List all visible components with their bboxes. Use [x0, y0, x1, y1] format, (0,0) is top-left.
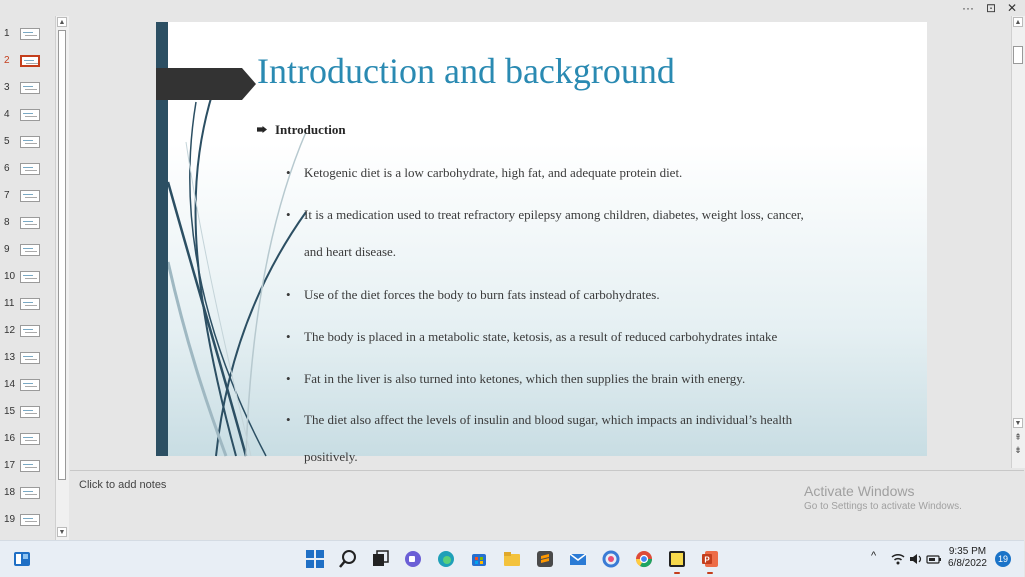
bullet-text: The body is placed in a metabolic state, ketosis, as a result of reduced carbohydrates intake: [304, 329, 778, 344]
slide-thumbnail[interactable]: [0, 24, 56, 51]
slide-thumbnail-preview[interactable]: [20, 82, 40, 94]
activate-windows-watermark: [804, 483, 962, 512]
restore-icon[interactable]: ⊡: [985, 1, 997, 15]
slide-thumbnail[interactable]: [0, 429, 56, 456]
slide-number: 5: [4, 136, 10, 147]
slide-thumbnail[interactable]: [0, 348, 56, 375]
slide-thumbnail-preview[interactable]: [20, 325, 40, 337]
battery-icon[interactable]: [926, 551, 942, 567]
slide-thumbnail-preview[interactable]: [20, 352, 40, 364]
section-heading-text: Introduction: [275, 122, 346, 137]
file-explorer-icon[interactable]: [502, 549, 522, 569]
slide-number: 14: [4, 379, 16, 390]
search-icon[interactable]: [338, 549, 358, 569]
bullet-text: positively.: [304, 449, 358, 464]
notes-placeholder[interactable]: Click to add notes: [79, 479, 167, 491]
svg-text:P: P: [704, 555, 710, 565]
slide-thumbnail[interactable]: [0, 267, 56, 294]
slide-thumbnail[interactable]: [0, 186, 56, 213]
slide-thumbnail-preview[interactable]: [20, 109, 40, 121]
title-arrow-shape: [156, 68, 256, 100]
widgets-icon[interactable]: [12, 549, 32, 569]
volume-icon[interactable]: [908, 551, 924, 567]
slide-thumbnail-preview[interactable]: [20, 163, 40, 175]
mail-icon[interactable]: [568, 549, 588, 569]
slide-number: 18: [4, 487, 16, 498]
slide-thumbnail-preview[interactable]: [20, 433, 40, 445]
scroll-thumb[interactable]: [58, 30, 66, 480]
clock-date: 6/8/2022: [948, 558, 987, 569]
scroll-thumb[interactable]: [1013, 46, 1023, 64]
more-options-button[interactable]: ···: [962, 1, 974, 15]
bullet-text: Ketogenic diet is a low carbohydrate, high fat, and adequate protein diet.: [304, 165, 683, 180]
title-bar: [0, 0, 1024, 16]
slide-number: 10: [4, 271, 16, 282]
slide-title[interactable]: Introduction and background: [257, 51, 675, 91]
edge-icon[interactable]: [436, 549, 456, 569]
slide-thumbnail[interactable]: [0, 78, 56, 105]
slide-thumbnail[interactable]: [0, 240, 56, 267]
slide-thumbnail[interactable]: [0, 321, 56, 348]
slide-thumbnail-preview[interactable]: [20, 406, 40, 418]
notification-badge[interactable]: 19: [995, 551, 1011, 567]
slide-thumbnail[interactable]: [0, 402, 56, 429]
watermark-subtitle: Go to Settings to activate Windows.: [804, 501, 962, 512]
taskbar: [0, 540, 1024, 577]
slide-number: 15: [4, 406, 16, 417]
bullet-dot-icon: •: [286, 412, 291, 427]
arrow-bullet-icon: [257, 126, 267, 133]
bullet-text: Use of the diet forces the body to burn fats instead of carbohydrates.: [304, 287, 660, 302]
slide-thumbnail-preview[interactable]: [20, 217, 40, 229]
bullet-text: Fat in the liver is also turned into ketones, which then supplies the brain with energy.: [304, 371, 746, 386]
slide-number: 2: [4, 55, 10, 66]
clock[interactable]: [948, 546, 987, 570]
slide-number: 16: [4, 433, 16, 444]
windows-start-icon[interactable]: [305, 549, 325, 569]
task-view-icon[interactable]: [370, 549, 390, 569]
clock-time: 9:35 PM: [948, 546, 987, 557]
slide-number: 3: [4, 82, 10, 93]
slide-thumbnail[interactable]: [0, 294, 56, 321]
thumbnails-scrollbar[interactable]: [55, 16, 69, 540]
slide-thumbnail[interactable]: [0, 510, 56, 537]
slide-number: 7: [4, 190, 10, 201]
slide-thumbnail[interactable]: [0, 132, 56, 159]
running-indicator: [707, 572, 713, 574]
close-button[interactable]: ✕: [1006, 1, 1018, 15]
slide-thumbnails-pane: [0, 16, 56, 540]
powerpoint-icon[interactable]: [700, 549, 720, 569]
next-slide-icon[interactable]: ⇟: [1014, 445, 1022, 455]
bullet-dot-icon: •: [286, 165, 291, 180]
wifi-icon[interactable]: [890, 551, 906, 567]
slide-thumbnail[interactable]: [0, 456, 56, 483]
slide-thumbnail-preview[interactable]: [20, 379, 40, 391]
bullet-text: and heart disease.: [304, 244, 397, 259]
slide-thumbnail[interactable]: [0, 375, 56, 402]
scroll-down-icon[interactable]: ▼: [1014, 420, 1022, 427]
slide-thumbnail-preview[interactable]: [20, 487, 40, 499]
slide-number: 17: [4, 460, 16, 471]
slide-canvas[interactable]: [156, 22, 927, 464]
sublime-icon[interactable]: [535, 549, 555, 569]
slide-number: 13: [4, 352, 16, 363]
slide-number: 9: [4, 244, 10, 255]
slide-thumbnail-preview[interactable]: [20, 460, 40, 472]
scroll-up-icon[interactable]: ▲: [58, 19, 66, 26]
slide-thumbnail-preview[interactable]: [20, 514, 40, 526]
tray-chevron-icon[interactable]: ^: [871, 550, 877, 562]
slide-number: 1: [4, 28, 10, 39]
store-icon[interactable]: [469, 549, 489, 569]
slide-thumbnail[interactable]: [0, 105, 56, 132]
bullet-text: The diet also affect the levels of insulin and blood sugar, which impacts an individual’s health: [304, 412, 793, 427]
slide-thumbnail-preview[interactable]: [20, 298, 40, 310]
previous-slide-icon[interactable]: ⇞: [1014, 432, 1022, 442]
bullet-dot-icon: •: [286, 287, 291, 302]
slide-thumbnail-preview[interactable]: [20, 244, 40, 256]
scroll-up-icon[interactable]: ▲: [1014, 19, 1022, 26]
slide-scrollbar[interactable]: [1011, 16, 1025, 468]
slide-thumbnail-preview[interactable]: [20, 55, 40, 67]
scroll-down-icon[interactable]: ▼: [58, 529, 66, 536]
bullet-text: It is a medication used to treat refractory epilepsy among children, diabetes, weight loss, cancer,: [304, 207, 804, 222]
slide-number: 4: [4, 109, 10, 120]
slide-thumbnail[interactable]: [0, 483, 56, 510]
slide-thumbnail-preview[interactable]: [20, 271, 40, 283]
slide-number: 19: [4, 514, 16, 525]
bullet-dot-icon: •: [286, 207, 291, 222]
slide-thumbnail-preview[interactable]: [20, 190, 40, 202]
slide-thumbnail[interactable]: [0, 213, 56, 240]
running-indicator: [674, 572, 680, 574]
watermark-title: Activate Windows: [804, 483, 915, 499]
bullet-dot-icon: •: [286, 371, 291, 386]
sticky-notes-icon[interactable]: [667, 549, 687, 569]
slide-number: 6: [4, 163, 10, 174]
chat-icon[interactable]: [403, 549, 423, 569]
chrome-icon[interactable]: [634, 549, 654, 569]
slide-number: 11: [4, 298, 15, 309]
slide-thumbnail[interactable]: [0, 51, 56, 78]
slide-number: 12: [4, 325, 16, 336]
section-heading[interactable]: [257, 122, 346, 138]
slide-thumbnail[interactable]: [0, 159, 56, 186]
photos-icon[interactable]: [601, 549, 621, 569]
slide-number: 8: [4, 217, 10, 228]
slide-thumbnail-preview[interactable]: [20, 28, 40, 40]
bullet-dot-icon: •: [286, 329, 291, 344]
slide-thumbnail-preview[interactable]: [20, 136, 40, 148]
